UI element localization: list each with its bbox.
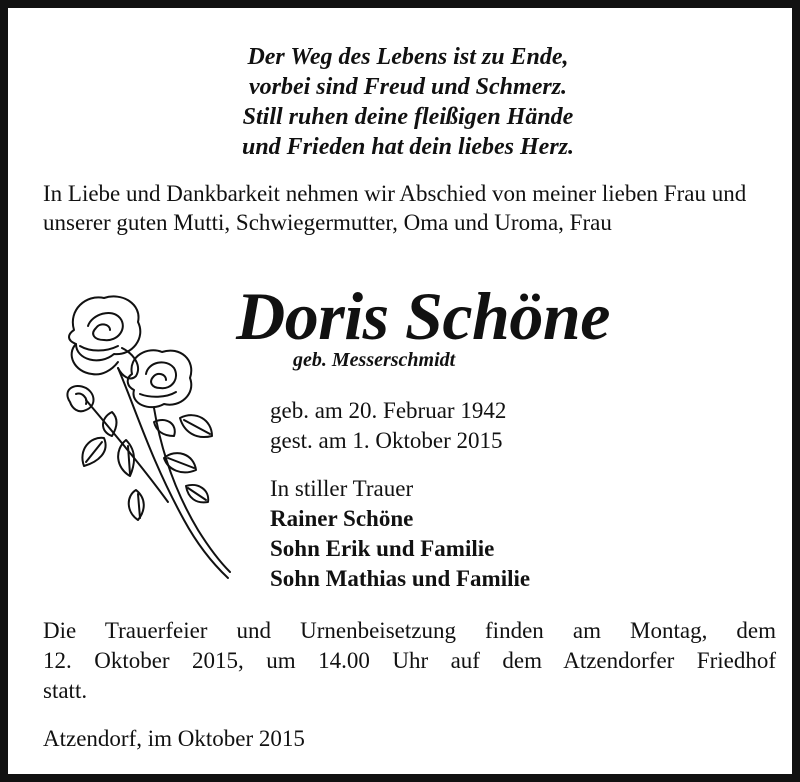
place-and-date: Atzendorf, im Oktober 2015 — [43, 726, 305, 751]
mourners-heading: In stiller Trauer — [270, 476, 414, 501]
poem-line: Still ruhen deine fleißigen Hände — [242, 104, 574, 130]
poem-line: vorbei sind Freud und Schmerz. — [248, 74, 568, 100]
poem-line: und Frieden hat dein liebes Herz. — [241, 134, 575, 160]
poem — [8, 42, 800, 162]
funeral-info — [43, 616, 776, 706]
deceased-name: Doris Schöne — [236, 278, 610, 354]
mourner-name: Sohn Erik und Familie — [270, 536, 495, 561]
intro-text: In Liebe und Dankbarkeit nehmen wir Abschied von meiner lieben Frau und unserer guten Mutti, Schwiegermutter, Oma und Uroma, Frau — [43, 181, 747, 235]
mourner-name: Rainer Schöne — [270, 506, 414, 531]
birth-date: geb. am 20. Februar 1942 — [270, 398, 507, 423]
funeral-line: statt. — [43, 678, 88, 703]
mourner-name: Sohn Mathias und Familie — [270, 566, 531, 591]
life-dates — [270, 396, 506, 456]
funeral-line: 12. Oktober 2015, um 14.00 Uhr auf dem Atzendorfer Friedhof — [43, 648, 776, 673]
funeral-line: Die Trauerfeier und Urnenbeisetzung finden am Montag, dem — [43, 618, 776, 643]
mourners — [270, 474, 530, 594]
death-date: gest. am 1. Oktober 2015 — [270, 428, 503, 453]
maiden-name: geb. Messerschmidt — [293, 349, 456, 371]
poem-line: Der Weg des Lebens ist zu Ende, — [247, 44, 569, 70]
